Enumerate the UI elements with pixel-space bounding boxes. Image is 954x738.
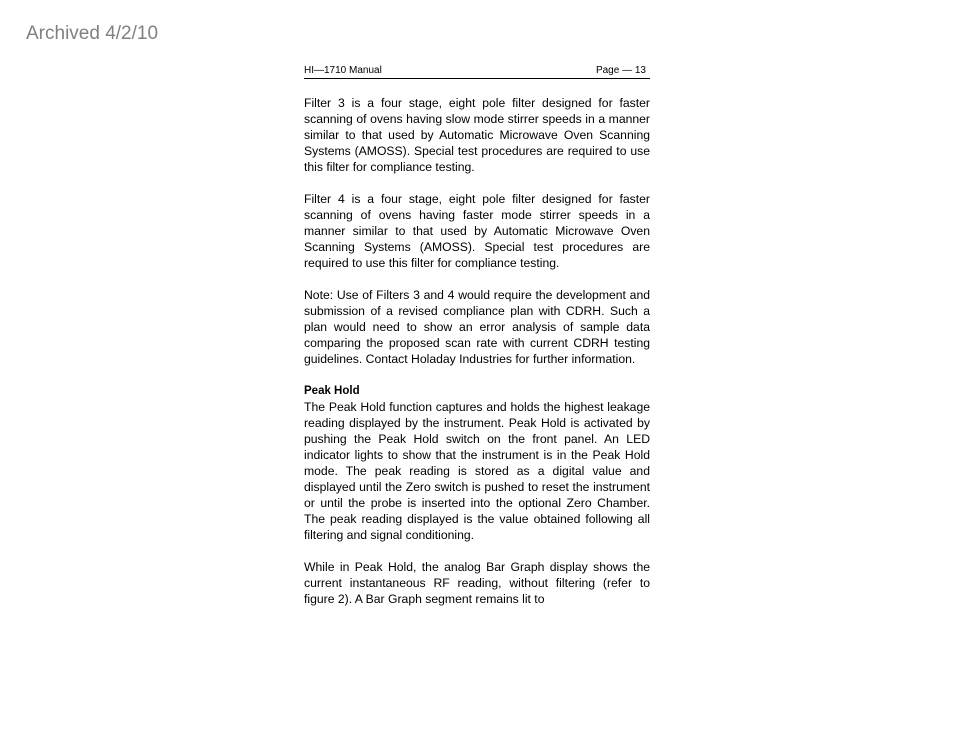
bar-graph-paragraph: While in Peak Hold, the analog Bar Graph display shows the current instantaneous RF reading, without filtering (refer to figure 2). A Bar Graph segment remains lit to xyxy=(304,560,650,606)
page-number: Page — 13 xyxy=(595,65,646,76)
peak-hold-paragraph: The Peak Hold function captures and holds the highest leakage reading displayed by the instrument. Peak Hold is activated by pushing the Peak Hold switch on the front panel. An LED indicator lights to show that the instrument is in the Peak Hold mode. The peak reading is stored as a digital value and displayed until the Zero switch is pushed to reset the instrument or until the probe is inserted into the optional Zero Chamber. The peak reading displayed is the value obtained following all filtering and signal conditioning. xyxy=(304,400,650,542)
manual-page xyxy=(304,64,650,623)
filter4-paragraph: Filter 4 is a four stage, eight pole filter designed for faster scanning of ovens having faster mode stirrer speeds in a manner similar to that used by Automatic Microwave Oven Scanning Systems (AMOSS). Special test procedures are required to use this filter for compliance testing. xyxy=(304,192,650,270)
page-header xyxy=(304,64,650,79)
peak-hold-heading: Peak Hold xyxy=(304,385,360,397)
page-body xyxy=(304,95,650,607)
manual-title: HI—1710 Manual xyxy=(304,65,382,76)
note-paragraph: Note: Use of Filters 3 and 4 would require the development and submission of a revised compliance plan with CDRH. Such a plan would need to show an error analysis of sample data comparing the proposed scan rate with current CDRH testing guidelines. Contact Holaday Industries for further information. xyxy=(304,288,650,366)
filter3-paragraph: Filter 3 is a four stage, eight pole filter designed for faster scanning of ovens having slow mode stirrer speeds in a manner similar to that used by Automatic Microwave Oven Scanning Systems (AMOSS). Special test procedures are required to use this filter for compliance testing. xyxy=(304,96,650,174)
archived-watermark: Archived 4/2/10 xyxy=(26,23,159,44)
